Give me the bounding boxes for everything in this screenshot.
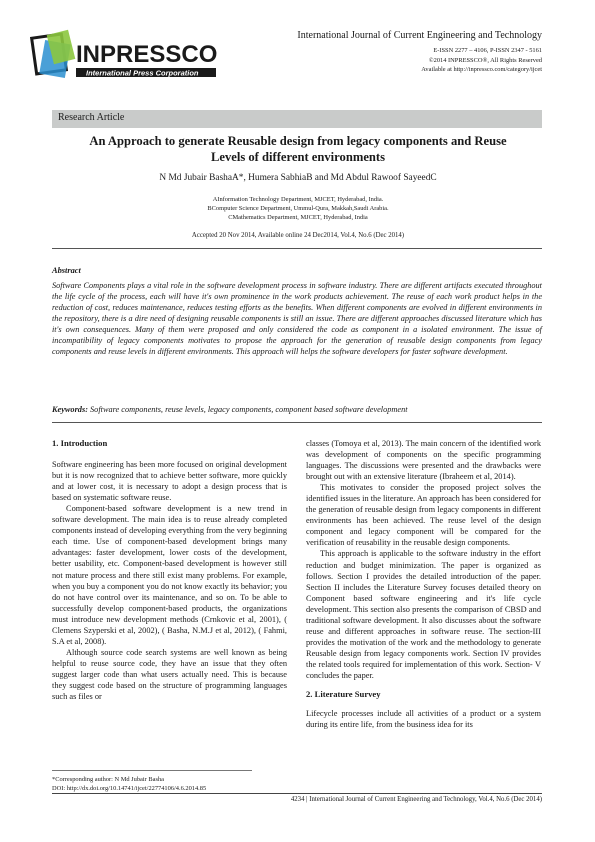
paragraph: This motivates to consider the proposed project solves the identified issues in the literature. An approach has been considered for the generation of reusable design from legacy components in different environments has been achieved. The reuse level of the design component and legacy component will be compared for the verification of reusability in the reusable design components. (306, 483, 541, 548)
journal-title: International Journal of Current Engineering and Technology (297, 30, 542, 41)
article-type-banner (52, 110, 542, 128)
page-footer: 4234 | International Journal of Current Engineering and Technology, Vol.4, No.6 (Dec 2014) (290, 796, 542, 803)
article-type-label: Research Article (58, 112, 125, 123)
logo-tagline: International Press Corporation (86, 68, 199, 78)
paper-title-line2: Levels of different environments (210, 150, 386, 164)
affiliation-b: BComputer Science Department, Ummul-Qura, Makkah,Saudi Arabia. (207, 205, 389, 212)
section-heading: 2. Literature Survey (306, 689, 381, 700)
paragraph: classes (Tomoya et al, 2013). The main concern of the identified work was development of components on the specific programming languages. The discussions were presented and the drawbacks were brought out with an extensive literature (Ibraheem et al, 2014). (306, 439, 541, 482)
logo-graphic (30, 28, 230, 92)
footnote (52, 775, 206, 793)
abstract-divider (52, 422, 542, 423)
section-heading: 1. Introduction (52, 438, 108, 448)
paragraph: This approach is applicable to the software industry in the effort reduction and budget minimization. The paper is organized as follows. Section I provides the detailed introduction of the paper. Section II includes the Literature Survey focuses detailed theory on Component based software engineering and it's life cycle development. This section also presents the comparison of CBSD and traditional software development. It also discusses about the software reuse and different approaches in software reuse. The section-III provides the motivation of the work and the methodology to generate Reusable design from legacy components work. Section IV provides the related tools required for implementation of this work. Section- V concludes the paper. (306, 549, 541, 680)
keywords (52, 405, 542, 414)
column-left (52, 438, 287, 702)
paper-title (60, 133, 536, 165)
column-right (306, 438, 541, 730)
header-divider (52, 248, 542, 249)
footer-divider (52, 793, 542, 794)
corresponding-author: *Corresponding author: N Md Jubair Basha (52, 776, 164, 783)
abstract-text: Software Components plays a vital role in the software development process in software industry. There are different artifacts executed throughout the life cycle of the process, each will have it's own prominence in the work products achievement. The reuse of each work product helps in the reduction of cost, reduces maintenance, reduces testing efforts as the benefits. When different components are evolved in different environments in the repository, there is a dire need of designing reusable components is still an issue. There are different approaches discussed literature which has it's own consequences. Many of them were proposed and only considered the code as component in a isolated environment. The issue of incompatibility of legacy components motivates to propose the approach for the generation of reusable design components from legacy components and reuse levels in different environments. This approach will helps the software developers for faster software development. (52, 281, 542, 356)
footnote-divider (52, 770, 252, 771)
keywords-label: Keywords: (52, 405, 88, 414)
affiliation-c: CMathematics Department, MJCET, Hyderabad, India (228, 214, 368, 221)
paragraph: Software engineering has been more focused on original development but it is now recognized that to achieve better software, more quickly and at lower cost, it is necessary to adopt a design process that is based on systematic software reuse. (52, 460, 287, 503)
paragraph: Lifecycle processes include all activities of a product or a system during its entire life, from the business idea for its (306, 709, 541, 730)
doi-link[interactable]: DOI: http://dx.doi.org/10.14741/ijcet/22774106/4.6.2014.85 (52, 785, 207, 792)
journal-copyright: ©2014 INPRESSCO®, All Rights Reserved (428, 56, 542, 64)
journal-available: Available at http://inpressco.com/category/ijcet (421, 66, 542, 73)
keywords-list: Software components, reuse levels, legacy components, component based software development (90, 405, 408, 414)
logo-brand: INPRESSCO (76, 41, 218, 68)
abstract-heading: Abstract (52, 266, 81, 275)
paper-title-line1: An Approach to generate Reusable design from legacy components and Reuse (89, 134, 507, 148)
article-dates: Accepted 20 Nov 2014, Available online 24 Dec2014, Vol.4, No.6 (Dec 2014) (191, 232, 405, 239)
paragraph: Although source code search systems are well known as being helpful to reuse source code, they have an issue that they often suggest larger code than what users actually need. This is because they suggest code based on the structure of programming languages such as files or (52, 647, 287, 702)
publisher-logo (30, 28, 230, 92)
authors: N Md Jubair BashaA*, Humera SabhiaB and Md Abdul Rawoof SayeedC (159, 173, 437, 183)
affiliation-a: AInformation Technology Department, MJCET, Hyderabad, India. (212, 196, 384, 203)
paragraph: Component-based software development is a new trend in software development. The main idea is to reuse already completed components instead of developing everything from the very beginning each time. Use of component-based development brings many advantages: faster development, lower costs of the development, better usability, etc. Component-based development is however still not mature process and there still exist many problems. For example, when you buy a component you do not know exactly its behavior; you do not have control over its maintenance, and so on. To be able to successfully develop component-based products, the organizations must introduce new development methods (Crnkovic et al, 2001), ( Clemens Szyperski et al, 2002), ( Basha, N.M.J et al, 2012), ( Fahmi, S.A et al, 2008). (52, 504, 287, 646)
journal-issn: E-ISSN 2277 – 4106, P-ISSN 2347 - 5161 (433, 47, 542, 54)
